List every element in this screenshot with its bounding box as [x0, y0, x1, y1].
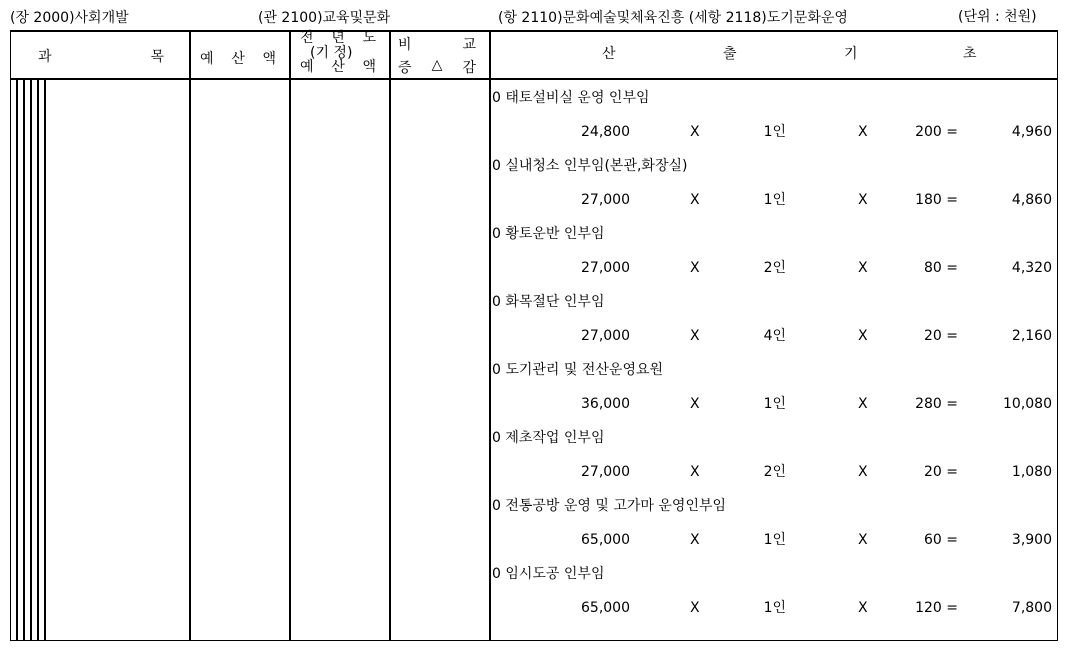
multiply-sign: X [690, 600, 700, 616]
header-subject [38, 46, 164, 66]
item-name: 0 화목절단 인부임 [492, 294, 605, 310]
col-divider-1 [189, 30, 191, 641]
category-line-2 [23, 80, 25, 641]
multiply-sign: X [690, 328, 700, 344]
item-name: 0 임시도공 인부임 [492, 566, 605, 582]
header-prev-budget [300, 60, 376, 74]
multiply-sign: X [858, 192, 868, 208]
person-count: 1인 [763, 192, 786, 208]
item-name: 0 태토설비실 운영 인부임 [492, 90, 650, 106]
item-name: 0 도기관리 및 전산운영요원 [492, 362, 664, 378]
table-top-border [10, 30, 1058, 32]
multiply-sign: X [858, 124, 868, 140]
header-prev-char: 산 [331, 59, 345, 75]
header-subject-char: 목 [150, 49, 164, 65]
unit-price: 36,000 [581, 396, 630, 412]
unit-price: 65,000 [581, 600, 630, 616]
day-count: 80 = [924, 260, 958, 276]
header-prev-char: 년 [331, 30, 345, 46]
header-budget-char: 산 [231, 51, 245, 67]
amount-total: 4,320 [1011, 260, 1052, 276]
header-bottom-border [10, 78, 1058, 80]
multiply-sign: X [690, 192, 700, 208]
multiply-sign: X [690, 532, 700, 548]
item-name: 0 전통공방 운영 및 고가마 운영인부임 [492, 498, 727, 514]
header-budget [200, 48, 276, 68]
col-divider-4 [489, 30, 491, 641]
header-compare-char: 교 [462, 37, 476, 53]
person-count: 2인 [763, 464, 786, 480]
header-prev-year [300, 31, 376, 45]
section-label: (관 2100)교육및문화 [258, 10, 391, 26]
item-name: 0 제초작업 인부임 [492, 430, 605, 446]
multiply-sign: X [690, 464, 700, 480]
day-count: 200 = [915, 124, 958, 140]
header-basis-char: 기 [844, 46, 858, 62]
amount-total: 4,960 [1011, 124, 1052, 140]
col-divider-3 [389, 30, 391, 641]
col-divider-2 [289, 30, 291, 641]
person-count: 1인 [763, 532, 786, 548]
header-change-char: 증 [398, 60, 412, 76]
multiply-sign: X [858, 260, 868, 276]
day-count: 280 = [915, 396, 958, 412]
category-line-1 [16, 80, 18, 641]
header-basis-char: 출 [723, 46, 737, 62]
day-count: 60 = [924, 532, 958, 548]
header-prev-char: 전 [300, 30, 314, 46]
table-right-border [1057, 30, 1058, 641]
person-count: 1인 [763, 124, 786, 140]
header-change-char: 감 [462, 60, 476, 76]
chapter-label: (장 2000)사회개발 [10, 10, 129, 26]
multiply-sign: X [858, 396, 868, 412]
header-basis-char: 산 [602, 46, 616, 62]
amount-total: 2,160 [1011, 328, 1052, 344]
day-count: 180 = [915, 192, 958, 208]
unit-price: 27,000 [581, 328, 630, 344]
multiply-sign: X [690, 260, 700, 276]
table-left-border [10, 30, 11, 641]
person-count: 1인 [763, 396, 786, 412]
header-budget-char: 예 [200, 51, 214, 67]
multiply-sign: X [858, 464, 868, 480]
multiply-sign: X [858, 532, 868, 548]
person-count: 1인 [763, 600, 786, 616]
item-label: (항 2110)문화예술및체육진흥 (세항 2118)도기문화운영 [498, 10, 848, 26]
item-name: 0 황토운반 인부임 [492, 226, 605, 242]
header-prev-confirmed: (기 정) [310, 45, 353, 61]
header-subject-char: 과 [38, 49, 52, 65]
person-count: 2인 [763, 260, 786, 276]
multiply-sign: X [690, 396, 700, 412]
amount-total: 3,900 [1011, 532, 1052, 548]
header-budget-char: 액 [262, 51, 276, 67]
header-prev-char: 액 [362, 59, 376, 75]
unit-price: 65,000 [581, 532, 630, 548]
day-count: 120 = [915, 600, 958, 616]
multiply-sign: X [858, 328, 868, 344]
header-change [398, 57, 476, 77]
unit-price: 27,000 [581, 260, 630, 276]
unit-price: 24,800 [581, 124, 630, 140]
unit-price: 27,000 [581, 464, 630, 480]
multiply-sign: X [690, 124, 700, 140]
table-bottom-border [10, 640, 1058, 641]
unit-label: (단위 : 천원) [958, 9, 1037, 25]
person-count: 4인 [763, 328, 786, 344]
amount-total: 7,800 [1011, 600, 1052, 616]
header-change-char: △ [431, 57, 443, 73]
unit-price: 27,000 [581, 192, 630, 208]
amount-total: 10,080 [1003, 396, 1052, 412]
header-basis-char: 초 [963, 46, 977, 62]
day-count: 20 = [924, 464, 958, 480]
category-line-4 [37, 80, 39, 641]
category-line-5 [44, 80, 46, 641]
header-compare-char: 비 [398, 37, 412, 53]
day-count: 20 = [924, 328, 958, 344]
header-compare [398, 34, 476, 54]
header-prev-char: 예 [300, 59, 314, 75]
header-prev-char: 도 [362, 30, 376, 46]
amount-total: 4,860 [1011, 192, 1052, 208]
item-name: 0 실내청소 인부임(본관,화장실) [492, 158, 688, 174]
multiply-sign: X [858, 600, 868, 616]
amount-total: 1,080 [1011, 464, 1052, 480]
category-line-3 [30, 80, 32, 641]
